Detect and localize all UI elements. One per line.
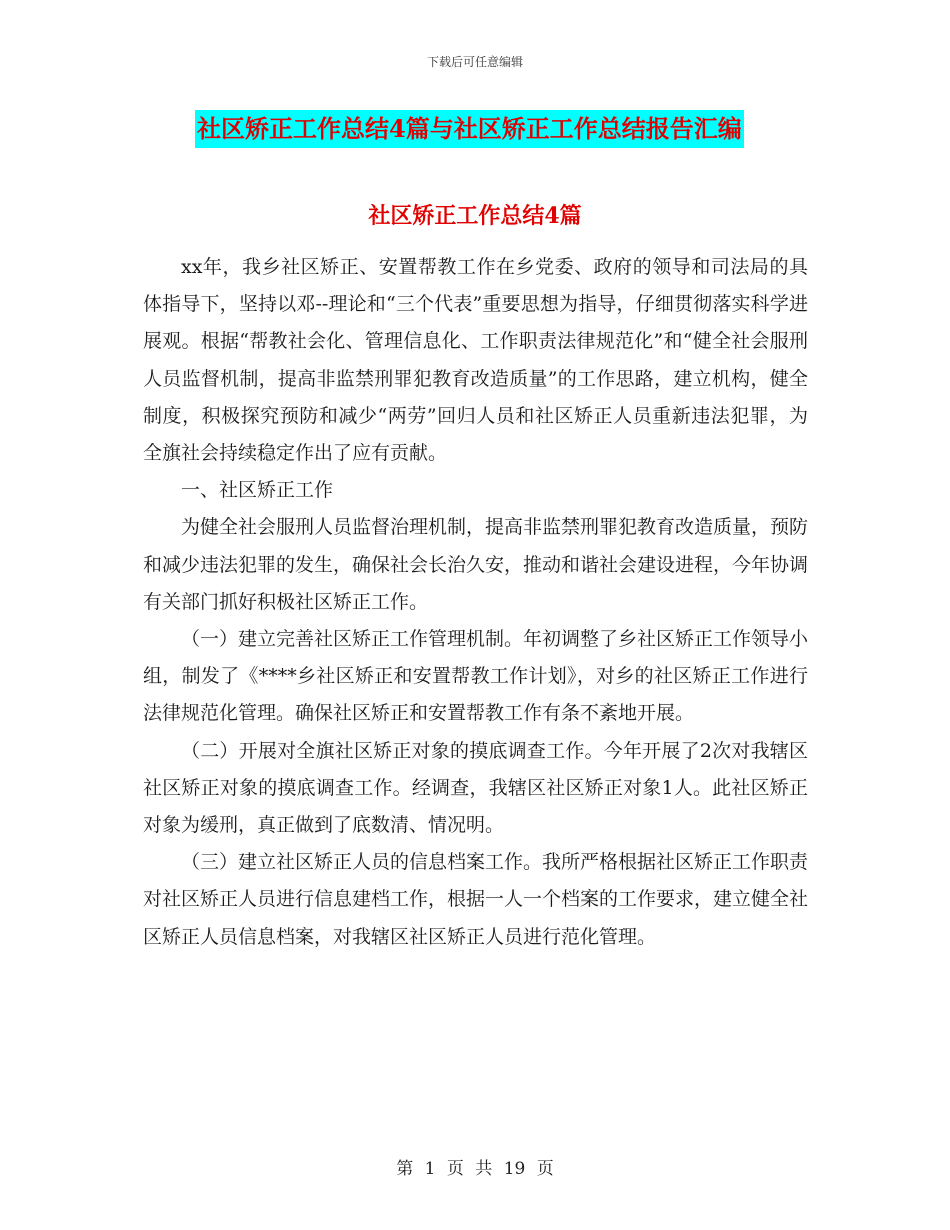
document-title: 社区矫正工作总结4篇与社区矫正工作总结报告汇编 — [195, 110, 744, 148]
paragraph-overview: 为健全社会服刑人员监督治理机制，提高非监禁刑罪犯教育改造质量，预防和减少违法犯罪的发生，确保社会长治久安，推动和谐社会建设进程，今年协调有关部门抓好积极社区矫正工作。 — [143, 516, 809, 613]
paragraph-intro: xx年，我乡社区矫正、安置帮教工作在乡党委、政府的领导和司法局的具体指导下，坚持以邓--理论和“三个代表”重要思想为指导，仔细贯彻落实科学进展观。根据“帮教社会化、管理信息化、工作职责法律规范化”和“健全社会服刑人员监督机制，提高非监禁刑罪犯教育改造质量”的工作思路，建立机构，健全制度，积极探究预防和减少“两劳”回归人员和社区矫正人员重新违法犯罪，为全旗社会持续稳定作出了应有贡献。 — [143, 256, 808, 465]
paragraph-item-2: （二）开展对全旗社区矫正对象的摸底调查工作。今年开展了2次对我辖区社区矫正对象的摸底调查工作。经调查，我辖区社区矫正对象1人。此社区矫正对象为缓刑，真正做到了底数清、情况明。 — [143, 739, 808, 837]
section-title: 社区矫正工作总结4篇 — [368, 203, 582, 229]
header-note: 下载后可任意编辑 — [426, 55, 523, 69]
paragraph-heading-1: 一、社区矫正工作 — [181, 479, 334, 502]
document-body — [143, 249, 808, 956]
page-number: 第 1 页 共 19 页 — [396, 1159, 554, 1179]
paragraph-item-1: （一）建立完善社区矫正工作管理机制。年初调整了乡社区矫正工作领导小组，制发了《****乡社区矫正和安置帮教工作计划》，对乡的社区矫正工作进行法律规范化管理。确保社区矫正和安置帮教工作有条不紊地开展。 — [143, 628, 809, 725]
paragraph-item-3: （三）建立社区矫正人员的信息档案工作。我所严格根据社区矫正工作职责对社区矫正人员进行信息建档工作，根据一人一个档案的工作要求，建立健全社区矫正人员信息档案，对我辖区社区矫正人员进行范化管理。 — [143, 851, 809, 948]
